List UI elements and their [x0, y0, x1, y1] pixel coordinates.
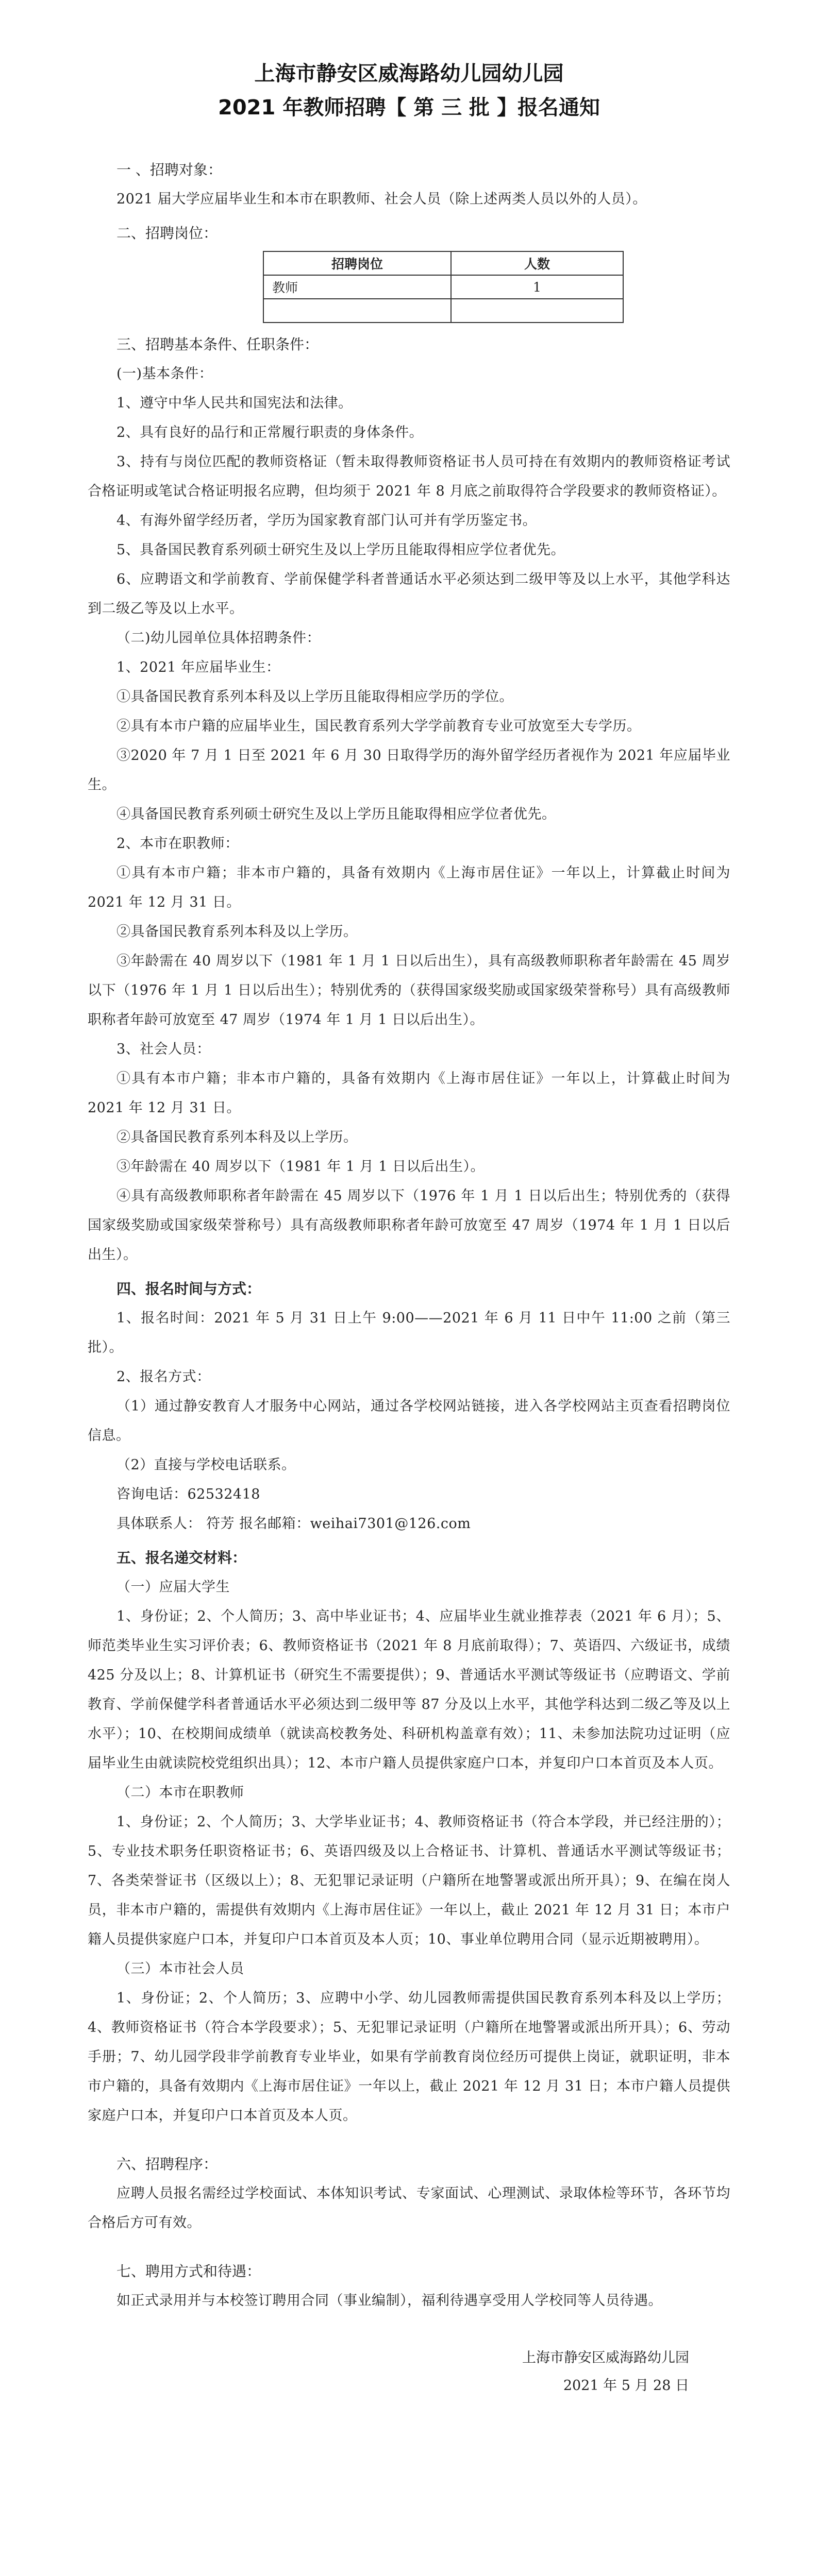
spacer [88, 2315, 730, 2330]
public-condition-1: ①具有本市户籍；非本市户籍的，具备有效期内《上海市居住证》一年以上，计算截止时间为 2021 年 12 月 31 日。 [88, 1071, 730, 1116]
public-condition-2: ②具备国民教育系列本科及以上学历。 [116, 1129, 358, 1145]
table-cell-empty [263, 299, 451, 323]
basic-condition-4: 4、有海外留学经历者，学历为国家教育部门认可并有学历鉴定书。 [116, 513, 537, 529]
materials-teacher: 1、身份证；2、个人简历；3、大学毕业证书；4、教师资格证书（符合本学段，并已经注册的）；5、专业技术职务任职资格证书；6、英语四级及以上合格证书、计算机、普通话水平测试等级证书；7、各类荣誉证书（区级以上）；8、无犯罪记录证明（户籍所在地警署或派出所开具）；9、在编在岗人员，非本市户籍的，需提供有效期内《上海市居住证》一年以上，截止 2021 年 12 月 31 日；本市户籍人员提供家庭户口本，并复印户口本首页及本人页；10、事业单位聘用合同（显示近期被聘用）。 [88, 1814, 730, 1947]
materials-public-heading: （三）本市社会人员 [116, 1961, 244, 1977]
materials-public: 1、身份证；2、个人简历；3、应聘中小学、幼儿园教师需提供国民教育系列本科及以上学历；4、教师资格证书（符合本学段要求）；5、无犯罪记录证明（户籍所在地警署或派出所开具）；6、劳动手册；7、幼儿园学段非学前教育专业毕业，如果有学前教育岗位经历可提供上岗证，就职证明，非本市户籍的，具备有效期内《上海市居住证》一年以上，截止 2021 年 12 月 31 日；本市户籍人员提供家庭户口本，并复印户口本首页及本人页。 [88, 1990, 730, 2124]
notice-title-line2: 2021 年教师招聘【 第 三 批 】报名通知 [218, 96, 600, 120]
signature-org: 上海市静安区威海路幼儿园 [522, 2350, 689, 2366]
section4-heading: 四、报名时间与方式： [116, 1280, 261, 1297]
section6-text: 应聘人员报名需经过学校面试、本体知识考试、专家面试、心理测试、录取体检等环节，各环节均合格后方可有效。 [88, 2185, 730, 2231]
section3-heading: 三、招聘基本条件、任职条件： [116, 336, 319, 353]
public-heading: 3、社会人员： [116, 1041, 211, 1057]
graduate-condition-3: ③2020 年 7 月 1 日至 2021 年 6 月 30 日取得学历的海外留学经历者视作为 2021 年应届毕业生。 [88, 748, 730, 793]
notice-title-line1: 上海市静安区威海路幼儿园幼儿园 [254, 62, 564, 86]
table-cell-empty [451, 299, 623, 323]
section1-text: 2021 届大学应届毕业生和本市在职教师、社会人员（除上述两类人员以外的人员）。 [116, 191, 647, 207]
public-condition-4: ④具有高级教师职称者年龄需在 45 周岁以下（1976 年 1 月 1 日以后出生；特别优秀的（获得国家级奖励或国家级荣誉称号）具有高级教师职称者年龄可放宽至 47 周岁（1974 年 1 月 1 日以后出生）。 [88, 1188, 730, 1263]
section6-heading: 六、招聘程序： [116, 2156, 218, 2173]
spacer [88, 2238, 730, 2252]
spacer [88, 2130, 730, 2145]
graduate-heading: 1、2021 年应届毕业生： [116, 659, 280, 675]
table-cell-post: 教师 [263, 275, 451, 299]
table-cell-count: 1 [451, 275, 623, 299]
section3-sub1: (一)基本条件： [116, 366, 213, 382]
graduate-condition-4: ④具备国民教育系列硕士研究生及以上学历且能取得相应学位者优先。 [116, 806, 556, 822]
table-header-post: 招聘岗位 [263, 251, 451, 275]
table-row-empty [263, 299, 623, 323]
registration-method: 2、报名方式： [116, 1369, 211, 1385]
basic-condition-6: 6、应聘语文和学前教育、学前保健学科者普通话水平必须达到二级甲等及以上水平，其他学科达到二级乙等及以上水平。 [88, 571, 730, 617]
teacher-condition-1: ①具有本市户籍；非本市户籍的，具备有效期内《上海市居住证》一年以上，计算截止时间为 2021 年 12 月 31 日。 [88, 865, 730, 910]
section5-heading: 五、报名递交材料： [116, 1549, 247, 1566]
table-row [263, 275, 623, 299]
contact-person: 具体联系人： 符芳 报名邮箱：weihai7301@126.com [116, 1516, 471, 1532]
materials-graduate-heading: （一）应届大学生 [116, 1579, 230, 1595]
teacher-heading: 2、本市在职教师： [116, 836, 239, 852]
public-condition-3: ③年龄需在 40 周岁以下（1981 年 1 月 1 日以后出生）。 [116, 1159, 485, 1175]
section1-heading: 一 、招聘对象： [116, 161, 222, 178]
basic-condition-5: 5、具备国民教育系列硕士研究生及以上学历且能取得相应学位者优先。 [116, 542, 565, 558]
materials-teacher-heading: （二）本市在职教师 [116, 1785, 244, 1801]
basic-condition-1: 1、遵守中华人民共和国宪法和法律。 [116, 395, 353, 411]
graduate-condition-2: ②具有本市户籍的应届毕业生，国民教育系列大学学前教育专业可放宽至大专学历。 [116, 718, 641, 734]
basic-condition-3: 3、持有与岗位匹配的教师资格证（暂未取得教师资格证书人员可持在有效期内的教师资格证考试合格证明或笔试合格证明报名应聘，但均须于 2021 年 8 月底之前取得符合学段要求的教师资格证）。 [88, 454, 730, 499]
graduate-condition-1: ①具备国民教育系列本科及以上学历且能取得相应学历的学位。 [116, 689, 513, 705]
materials-graduate: 1、身份证；2、个人简历；3、高中毕业证书；4、应届毕业生就业推荐表（2021 年 6 月）；5、师范类毕业生实习评价表；6、教师资格证书（2021 年 8 月底前取得）；7、英语四、六级证书，成绩 425 分及以上；8、计算机证书（研究生不需要提供）；9、普通话水平测试等级证书（应聘语文、学前教育、学前保健学科者普通话水平必须达到二级甲等 87 分及以上水平，其他学科达到二级乙等及以上水平）；10、在校期间成绩单（就读高校教务处、科研机构盖章有效）；11、未参加法院功过证明（应届毕业生由就读院校党组织出具）；12、本市户籍人员提供家庭户口本，并复印户口本首页及本人页。 [88, 1608, 730, 1771]
basic-condition-2: 2、具有良好的品行和正常履行职责的身体条件。 [116, 425, 424, 440]
section3-sub2: （二)幼儿园单位具体招聘条件： [116, 630, 321, 646]
registration-method-1: （1）通过静安教育人才服务中心网站，通过各学校网站链接，进入各学校网站主页查看招聘岗位信息。 [88, 1398, 730, 1444]
table-header-count: 人数 [451, 251, 623, 275]
registration-method-2: （2）直接与学校电话联系。 [116, 1457, 296, 1473]
registration-time: 1、报名时间：2021 年 5 月 31 日上午 9:00——2021 年 6 月 11 日中午 11:00 之前（第三批）。 [88, 1310, 730, 1355]
contact-phone: 咨询电话：62532418 [116, 1486, 260, 1502]
section7-text: 如正式录用并与本校签订聘用合同（事业编制），福利待遇享受用人学校同等人员待遇。 [116, 2293, 662, 2309]
table-header-row [263, 251, 623, 275]
spacer [88, 2330, 730, 2344]
teacher-condition-3: ③年龄需在 40 周岁以下（1981 年 1 月 1 日以后出生），具有高级教师职称者年龄需在 45 周岁以下（1976 年 1 月 1 日以后出生）；特别优秀的（获得国家级奖励或国家级荣誉称号）具有高级教师职称者年龄可放宽至 47 周岁（1974 年 1 月 1 日以后出生）。 [88, 953, 730, 1028]
section2-heading: 二、招聘岗位： [116, 225, 218, 242]
positions-table [263, 251, 624, 323]
section7-heading: 七、聘用方式和待遇： [116, 2263, 261, 2280]
signature-date: 2021 年 5 月 28 日 [563, 2378, 689, 2394]
teacher-condition-2: ②具备国民教育系列本科及以上学历。 [116, 924, 358, 940]
